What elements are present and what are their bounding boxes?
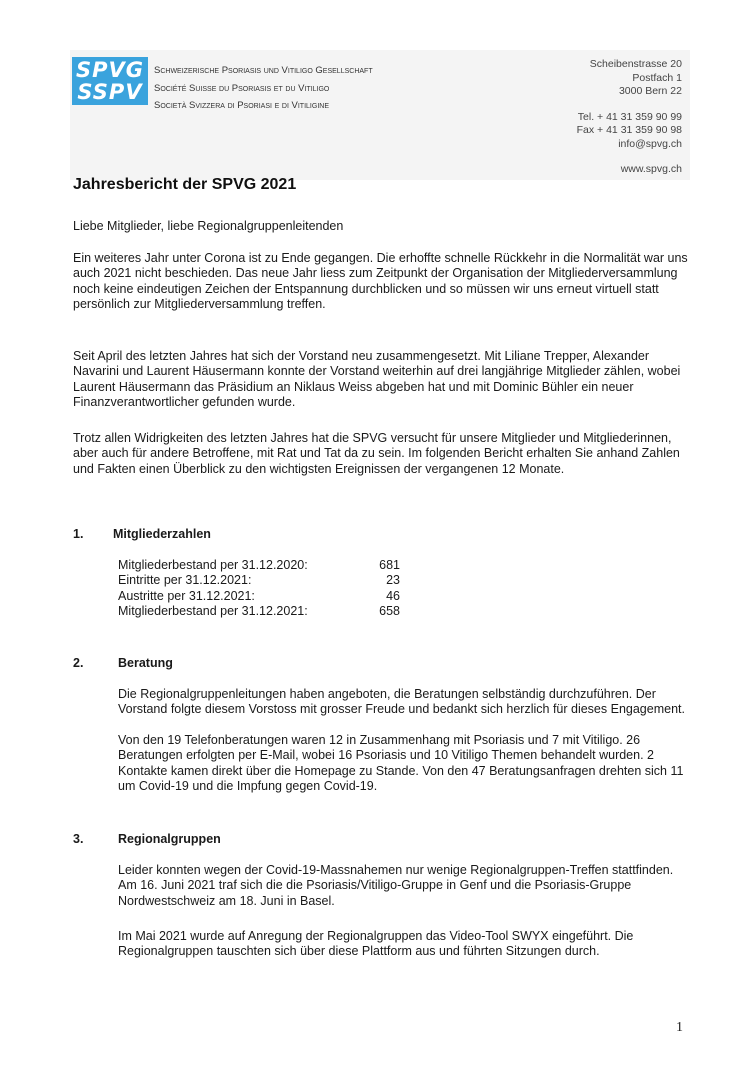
stats-label: Eintritte per 31.12.2021: xyxy=(118,573,252,588)
stats-value: 681 xyxy=(379,558,400,572)
organization-names xyxy=(154,62,373,115)
salutation: Liebe Mitglieder, liebe Regionalgruppenleitenden xyxy=(73,219,344,233)
member-stats-table xyxy=(118,558,400,620)
section-1-number: 1. xyxy=(73,527,84,541)
stats-value: 46 xyxy=(386,588,400,603)
stats-row xyxy=(118,558,400,573)
logo-line-1: SPVG xyxy=(75,58,144,82)
stats-row xyxy=(118,604,400,619)
section-2-title: Beratung xyxy=(118,656,173,670)
section-3-heading xyxy=(73,832,221,846)
stats-label: Austritte per 31.12.2021: xyxy=(118,588,255,603)
org-name-it: Società Svizzera di Psoriasi e di Vitiligine xyxy=(154,100,329,111)
org-name-de: Schweizerische Psoriasis und Vitiligo Gesellschaft xyxy=(154,65,373,76)
stats-value: 658 xyxy=(379,604,400,619)
section-2-paragraph-2: Von den 19 Telefonberatungen waren 12 in Zusammenhang mit Psoriasis und 7 mit Vitiligo. 26 Beratungen erfolgten per E-Mail, wobei 16 Psoriasis und 10 Vitiligo Themen behandelt wurden. 2 Kontakte kamen direkt über die Homepage zu Stande. Von den 47 Beratungsanfragen drehten sich 11 um Covid-19 und die Impfung gegen Covid-19. xyxy=(118,733,684,794)
contact-web: www.spvg.ch xyxy=(620,163,682,175)
spvg-logo xyxy=(72,57,148,105)
section-3-paragraph-2: Im Mai 2021 wurde auf Anregung der Regionalgruppen das Video-Tool SWYX eingeführt. Die Regionalgruppen tauschten sich über diese Plattform aus und führten Sitzungen durch. xyxy=(118,929,634,959)
address-street: Scheibenstrasse 20 xyxy=(589,58,682,70)
section-3-number: 3. xyxy=(73,832,84,846)
stats-row xyxy=(118,573,400,588)
address-city: 3000 Bern 22 xyxy=(618,85,682,97)
contact-tel: Tel. + 41 31 359 90 99 xyxy=(577,110,682,123)
address-po-box: Postfach 1 xyxy=(632,71,682,84)
page-title: Jahresbericht der SPVG 2021 xyxy=(73,176,297,193)
section-1-heading xyxy=(73,527,211,541)
section-2-paragraph-1: Die Regionalgruppenleitungen haben angeboten, die Beratungen selbständig durchzuführen. Der Vorstand folgte diesem Vorstoss mit grosser Freude und bedankt sich herzlich für dieses Engagement. xyxy=(118,687,685,717)
section-3-paragraph-1: Leider konnten wegen der Covid-19-Massnahemen nur wenige Regionalgruppen-Treffen stattfinden. Am 16. Juni 2021 traf sich die die Psoriasis/Vitiligo-Gruppe in Genf und die Psoriasis-Gruppe Nordwestschweiz am 18. Juni in Basel. xyxy=(118,863,674,908)
section-1-title: Mitgliederzahlen xyxy=(113,527,211,541)
letterhead xyxy=(70,50,690,180)
intro-paragraph-1: Ein weiteres Jahr unter Corona ist zu Ende gegangen. Die erhoffte schnelle Rückkehr in die Normalität war uns auch 2021 nicht beschieden. Das neue Jahr liess zum Zeitpunkt der Organisation der Mitgliederversammlung noch keine eindeutigen Zeichen der Entspannung durchblicken und so müssen wir uns erneut virtuell statt persönlich zur Mitgliederversammlung treffen. xyxy=(73,251,688,312)
section-2-heading xyxy=(73,656,173,670)
stats-label: Mitgliederbestand per 31.12.2020: xyxy=(118,558,308,572)
contact-email: info@spvg.ch xyxy=(618,137,682,150)
stats-label: Mitgliederbestand per 31.12.2021: xyxy=(118,604,308,619)
intro-paragraph-2: Seit April des letzten Jahres hat sich der Vorstand neu zusammengesetzt. Mit Liliane Trepper, Alexander Navarini und Laurent Häusermann konnte der Vorstand weiterhin auf drei langjährige Mitglieder zählen, wobei Laurent Häusermann das Präsidium an Niklaus Weiss abgeben hat und mit Dominic Bühler ein neuer Finanzverantwortlicher gefunden wurde. xyxy=(73,349,681,410)
stats-value: 23 xyxy=(386,573,400,588)
contact-fax: Fax + 41 31 359 90 98 xyxy=(576,124,682,136)
address-block xyxy=(577,58,682,177)
org-name-fr: Société Suisse du Psoriasis et du Vitiligo xyxy=(154,82,330,94)
section-3-title: Regionalgruppen xyxy=(118,832,221,846)
section-2-number: 2. xyxy=(73,656,84,670)
stats-row xyxy=(118,589,400,604)
page-number: 1 xyxy=(676,1020,683,1035)
intro-paragraph-3: Trotz allen Widrigkeiten des letzten Jahres hat die SPVG versucht für unsere Mitglieder und Mitgliederinnen, aber auch für andere Betroffene, mit Rat und Tat da zu sein. Im folgenden Bericht erhalten Sie anhand Zahlen und Fakten einen Überblick zu den wichtigsten Ereignissen der vergangenen 12 Monate. xyxy=(73,431,680,476)
logo-line-2: SSPV xyxy=(77,80,143,104)
